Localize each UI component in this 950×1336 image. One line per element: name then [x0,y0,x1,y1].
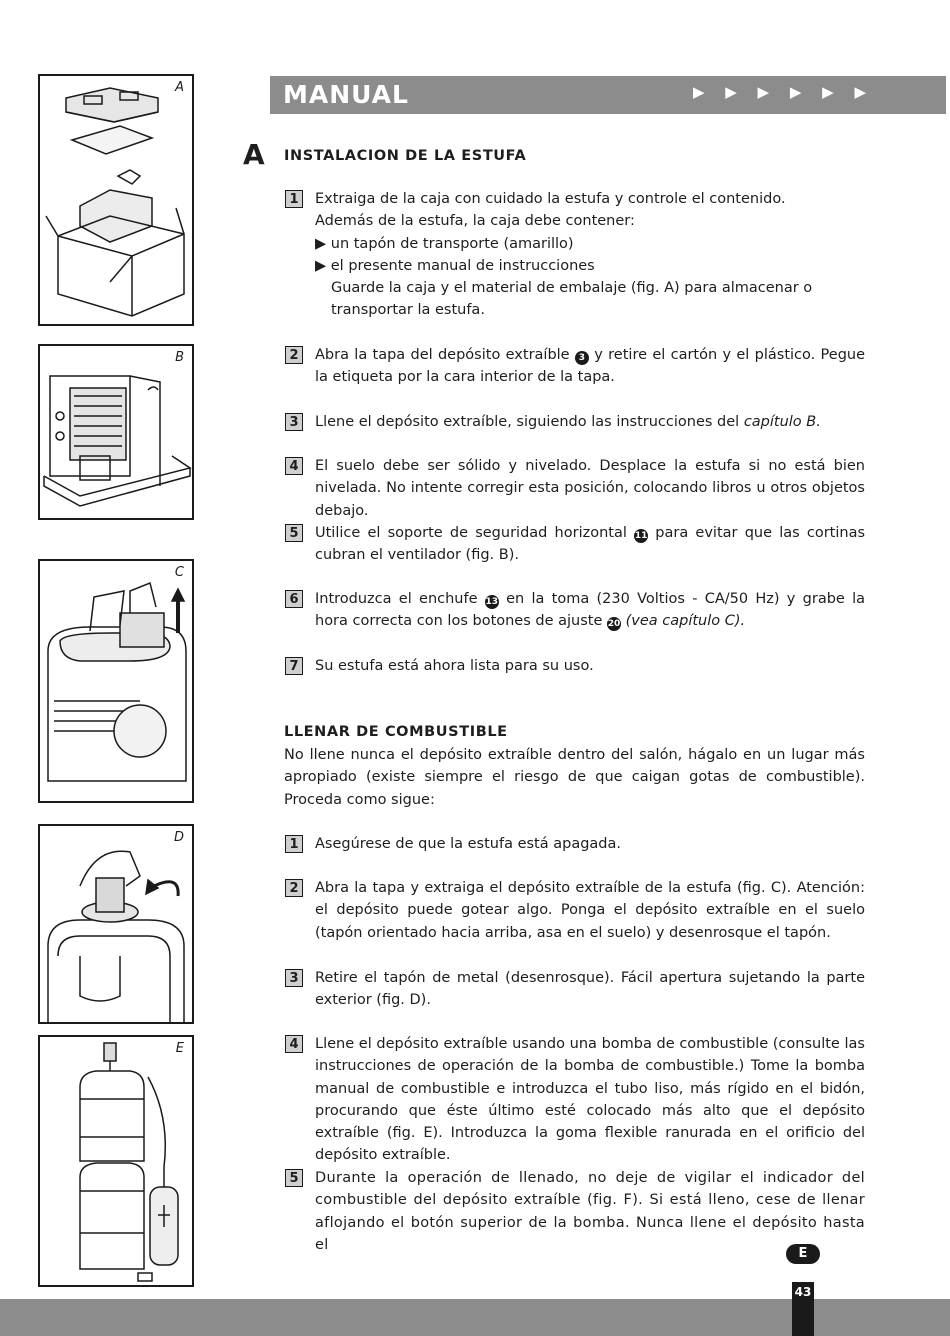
figure-c-illustration [40,561,192,801]
step-number: 5 [285,524,303,542]
step-line: Guarde la caja y el material de embalaje (fig. A) para almacenar o transportar la estufa. [331,280,813,319]
step-number: 4 [285,1035,303,1053]
section-intro: No llene nunca el depósito extraíble dentro del salón, hágalo en un lugar más apropiado (existe siempre el riesgo de que caigan gotas de combustible). Proceda como sigue: [284,747,865,808]
step-text: Retire el tapón de metal (desenrosque). Fácil apertura sujetando la parte exterior (fig. D). [315,970,865,1009]
step-text: El suelo debe ser sólido y nivelado. Desplace la estufa si no está bien nivelada. No intente corregir esta posición, colocando libros u otros objetos debajo. [315,458,865,519]
figure-label: B [175,350,184,365]
figure-d [38,824,194,1024]
page-number: 43 [792,1282,814,1336]
figure-a [38,74,194,326]
step-text [315,411,865,433]
figure-c [38,559,194,803]
step-text [315,522,865,567]
arrow-icons: ▶ ▶ ▶ ▶ ▶ ▶ [692,83,874,101]
figure-b-illustration [40,346,192,518]
part-number-badge: 13 [485,597,499,607]
header-banner [270,76,946,114]
step-text-part: en la toma (230 Voltios - CA/50 Hz) y grabe la hora correcta con los botones de ajuste [315,591,866,630]
step-line: Además de la estufa, la caja debe contener: [315,213,635,230]
figure-a-illustration [40,76,192,324]
step-line: ▶ el presente manual de instrucciones [315,257,595,274]
step-text-part: y retire el cartón y el plástico. Pegue la etiqueta por la cara interior de la tapa. [315,347,866,386]
language-badge: E [786,1244,820,1264]
section-title: INSTALACION DE LA ESTUFA [284,148,527,164]
step-text-part: Introduzca el enchufe [315,591,478,607]
figure-label: C [174,565,184,580]
part-number-badge: 11 [634,531,648,541]
step-text-part: Utilice el soporte de seguridad horizontal [315,525,627,541]
figure-e [38,1035,194,1287]
step-number: 3 [285,413,303,431]
figure-label: A [175,80,184,95]
step-text-part: Llene el depósito extraíble, siguiendo las instrucciones del [315,414,740,430]
step-line: Extraiga de la caja con cuidado la estufa y controle el contenido. [315,191,786,207]
part-number-badge: 20 [607,619,621,630]
step-text: Durante la operación de llenado, no deje de vigilar el indicador del combustible del depósito extraíble (fig. F). Si está lleno, cese de llenar aflojando el botón superior de la bomba. Nunca llene el depósito hasta el [315,1170,865,1253]
step-text-part: para evitar que las cortinas cubran el ventilador (fig. B). [315,525,866,564]
figure-d-illustration [40,826,192,1022]
step-number: 1 [285,835,303,853]
figure-b [38,344,194,520]
step-text [315,588,865,633]
step-number: 2 [285,346,303,364]
step-line: ▶ un tapón de transporte (amarillo) [315,235,574,252]
step-number: 7 [285,657,303,675]
step-number: 2 [285,879,303,897]
step-text [315,188,865,322]
step-text: Asegúrese de que la estufa está apagada. [315,836,621,852]
chapter-reference: capítulo B. [743,414,821,430]
figure-e-illustration [40,1037,192,1285]
chapter-reference: (vea capítulo C). [625,613,746,630]
step-text: Abra la tapa y extraiga el depósito extraíble de la estufa (fig. C). Atención: el depósito puede gotear algo. Ponga el depósito extraíble en el suelo (tapón orientado hacia arriba, asa en el suelo) y desenrosque el tapón. [315,880,865,941]
step-text: Su estufa está ahora lista para su uso. [315,658,594,674]
figure-label: E [175,1041,184,1056]
step-text [315,344,865,389]
part-number-badge: 3 [575,351,589,365]
step-number: 5 [285,1169,303,1187]
step-text: Llene el depósito extraíble usando una bomba de combustible (consulte las instrucciones de operación de la bomba de combustible.) Tome la bomba manual de combustible e introduzca el tubo liso, más rígido en el bidón, procurando que éste último esté colocado más alto que el depósito extraíble (fig. E). Introduzca la goma flexible ranurada en el orificio del depósito extraíble. [315,1036,865,1164]
step-number: 3 [285,969,303,987]
step-number: 6 [285,590,303,608]
figure-label: D [173,830,184,845]
section-letter: A [243,138,265,171]
step-number: 4 [285,457,303,475]
step-number: 1 [285,190,303,208]
section-title: LLENAR DE COMBUSTIBLE [284,724,508,740]
page-title: MANUAL [283,80,409,109]
step-text-part: Abra la tapa del depósito extraíble [315,347,570,363]
